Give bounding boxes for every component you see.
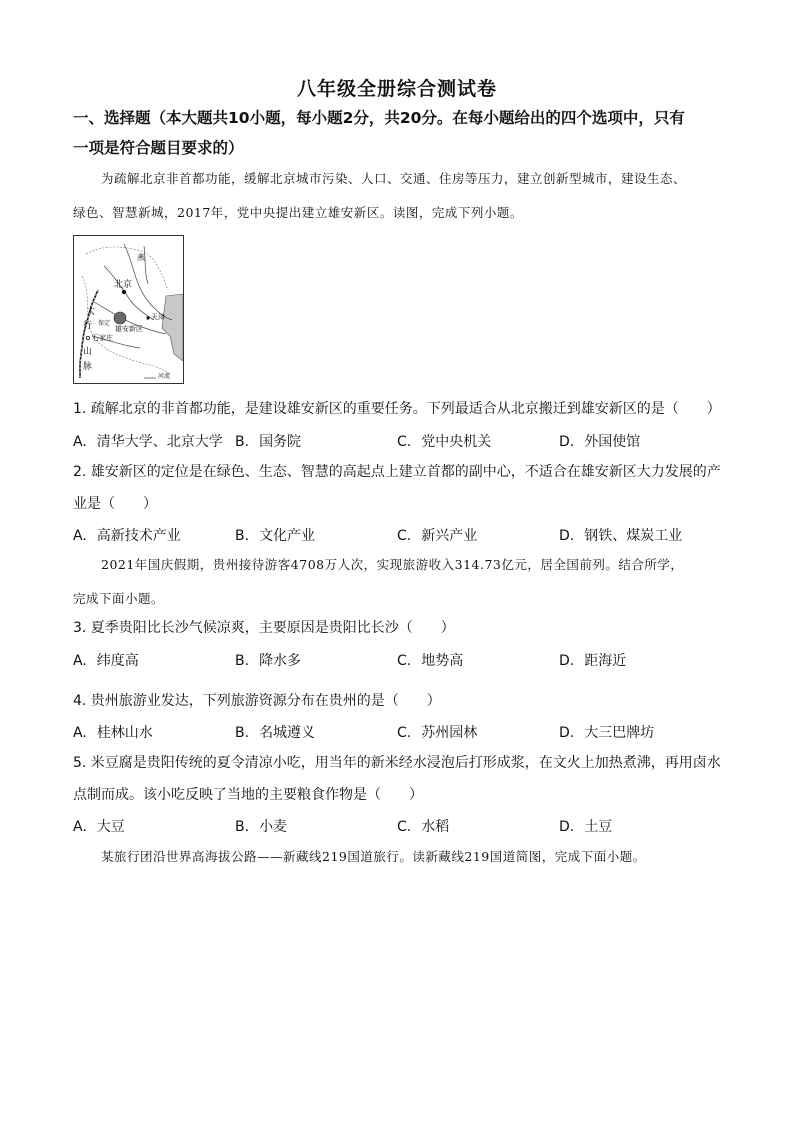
option-a[interactable]: A. 桂林山水	[73, 725, 153, 741]
option-b[interactable]: B. 文化产业	[235, 528, 316, 544]
map-label-hang: 行	[83, 321, 93, 331]
option-b[interactable]: B. 名城遵义	[235, 725, 316, 741]
option-c[interactable]: C. 新兴产业	[397, 528, 478, 544]
question-2-options	[73, 525, 723, 547]
option-d[interactable]: D. 外国使馆	[559, 434, 641, 450]
passage-xiongan	[73, 162, 723, 230]
question-1-options	[73, 431, 723, 453]
option-b[interactable]: B. 小麦	[235, 819, 288, 835]
map-label-mai: 脉	[83, 362, 93, 372]
map-label-shan: 山	[83, 347, 93, 357]
option-d[interactable]: D. 土豆	[559, 819, 613, 835]
question-5-stem-line2: 点制而成。该小吃反映了当地的主要粮食作物是（ ）	[73, 787, 423, 803]
xiongan-area	[114, 312, 126, 324]
option-d[interactable]: D. 距海近	[559, 653, 627, 669]
passage-guizhou	[73, 548, 723, 616]
section-heading	[73, 103, 723, 163]
question-5	[73, 748, 723, 810]
question-1-stem: 1. 疏解北京的非首都功能，是建设雄安新区的重要任务。下列最适合从北京搬迁到雄安新区的是（ ）	[73, 401, 721, 417]
question-3	[73, 613, 723, 643]
option-a[interactable]: A. 清华大学、北京大学	[73, 434, 223, 450]
section-heading-line2: 一项是符合题目要求的）	[73, 139, 244, 157]
passage-guizhou-line2: 完成下面小题。	[73, 591, 165, 606]
map-label-tianjin: 天津	[151, 313, 165, 321]
option-c[interactable]: C. 苏州园林	[397, 725, 478, 741]
option-c[interactable]: C. 地势高	[397, 653, 464, 669]
xiongan-map-figure	[73, 235, 184, 384]
question-4-options	[73, 722, 723, 744]
tianjin-marker	[146, 316, 149, 319]
map-legend-label: 河流	[158, 373, 171, 380]
option-a[interactable]: A. 大豆	[73, 819, 125, 835]
option-b[interactable]: B. 国务院	[235, 434, 302, 450]
question-2-stem-line2: 业是（ ）	[73, 496, 157, 512]
option-a[interactable]: A. 纬度高	[73, 653, 139, 669]
map-label-shijiazhuang: 石家庄	[92, 334, 113, 342]
option-d[interactable]: D. 大三巴牌坊	[559, 725, 655, 741]
passage-xinzang	[73, 840, 723, 874]
map-label-baoding: 保定	[98, 320, 111, 327]
option-b[interactable]: B. 降水多	[235, 653, 302, 669]
question-5-stem-line1: 5. 米豆腐是贵阳传统的夏令清凉小吃，用当年的新米经水浸泡后打形成浆，在文火上加热煮沸，再用卤水	[73, 755, 721, 771]
question-5-options	[73, 816, 723, 838]
question-2-stem-line1: 2. 雄安新区的定位是在绿色、生态、智慧的高起点上建立首都的副中心，不适合在雄安新区大力发展的产	[73, 464, 721, 480]
sea-area	[162, 294, 183, 361]
section-heading-line1: 一、选择题（本大题共10小题，每小题2分，共20分。在每小题给出的四个选项中，只有	[73, 109, 685, 127]
passage-guizhou-line1: 2021年国庆假期，贵州接待游客4708万人次，实现旅游收入314.73亿元，居全国前列。结合所学，	[101, 557, 684, 572]
question-1	[73, 394, 723, 424]
passage-xiongan-line2: 绿色、智慧新城，2017年，党中央提出建立雄安新区。读图，完成下列小题。	[73, 205, 523, 220]
map-label-tai: 太	[86, 307, 96, 317]
shijiazhuang-marker	[86, 336, 89, 339]
passage-xinzang-line1: 某旅行团沿世界高海拔公路——新藏线219国道旅行。读新藏线219国道简图，完成下面小题。	[101, 849, 646, 864]
option-d[interactable]: D. 钢铁、煤炭工业	[559, 528, 683, 544]
question-2	[73, 457, 723, 519]
option-c[interactable]: C. 党中央机关	[397, 434, 492, 450]
passage-xiongan-line1: 为疏解北京非首都功能，缓解北京城市污染、人口、交通、住房等压力，建立创新型城市，建设生态、	[101, 171, 687, 186]
beijing-marker	[122, 290, 126, 294]
page-title: 八年级全册综合测试卷	[296, 78, 497, 100]
map-label-beijing: 北京	[114, 280, 133, 290]
river-2	[144, 246, 148, 284]
map-label-yan: 燕	[137, 253, 145, 262]
option-a[interactable]: A. 高新技术产业	[73, 528, 181, 544]
question-4	[73, 686, 723, 716]
question-3-options	[73, 650, 723, 672]
option-c[interactable]: C. 水稻	[397, 819, 450, 835]
question-4-stem: 4. 贵州旅游业发达，下列旅游资源分布在贵州的是（ ）	[73, 693, 441, 709]
question-3-stem: 3. 夏季贵阳比长沙气候凉爽，主要原因是贵阳比长沙（ ）	[73, 620, 455, 636]
map-label-xiongan: 雄安新区	[115, 325, 143, 333]
